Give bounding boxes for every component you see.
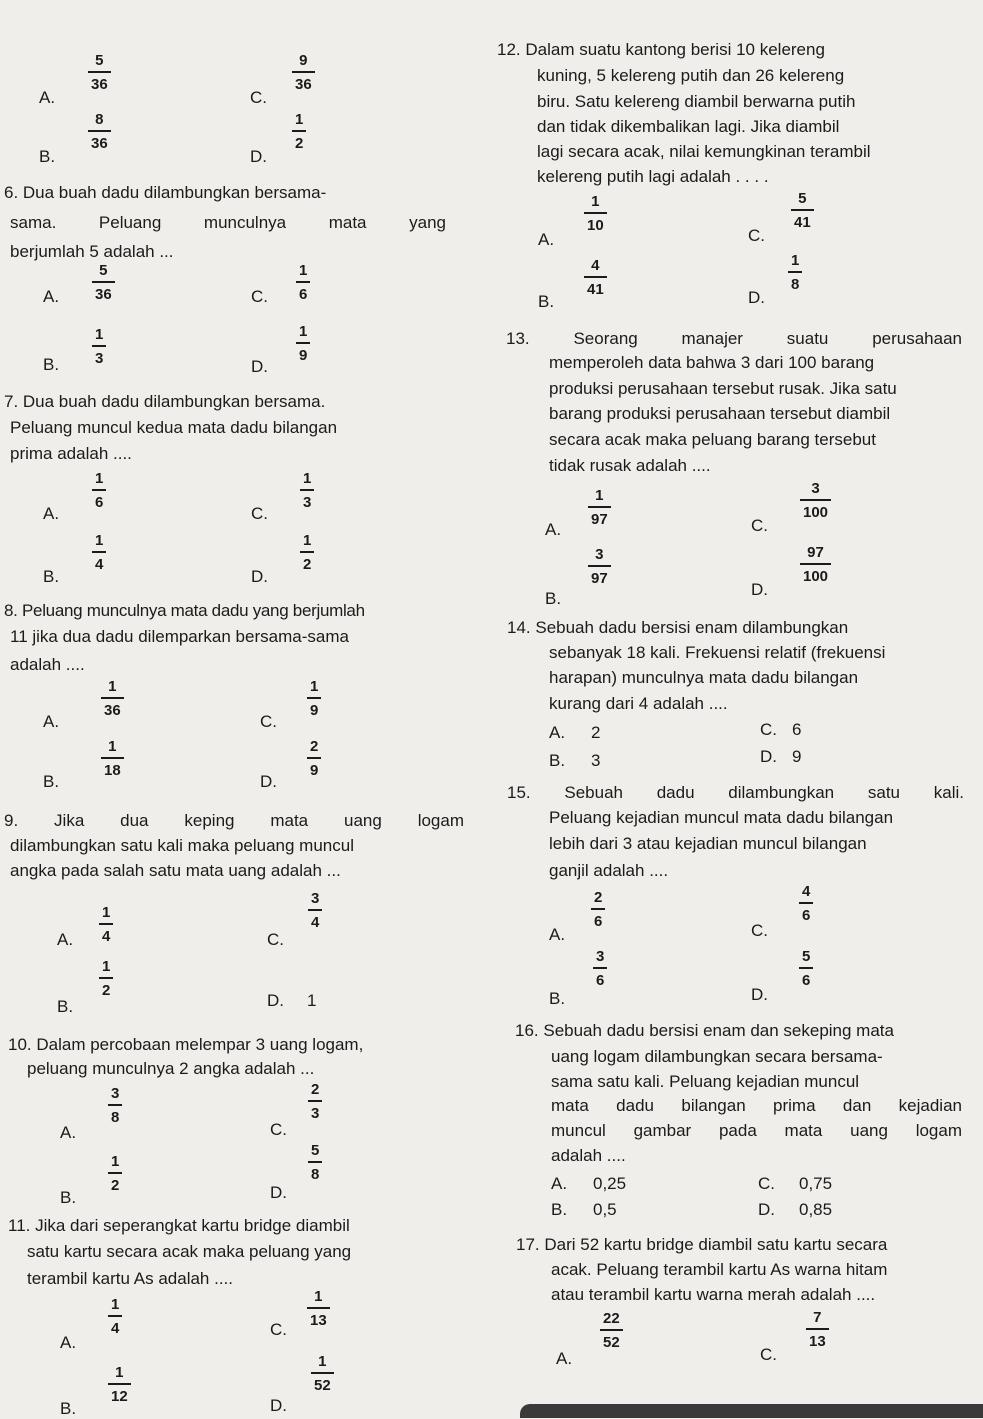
bottom-shadow-band	[520, 1404, 983, 1418]
q14-option-a-label[interactable]: A.	[549, 723, 566, 742]
q13-option-a-label[interactable]: A.	[545, 520, 562, 539]
q13-option-d-label[interactable]: D.	[751, 580, 768, 599]
q13-option-c-fraction: 3 100	[800, 480, 831, 521]
q13-text-line: 13. Seorang manajer suatu perusahaan	[506, 329, 962, 348]
q14-text-line: sebanyak 18 kali. Frekuensi relatif (frekuensi	[549, 643, 886, 662]
q12-option-b-fraction: 4 41	[584, 257, 607, 298]
q16-text-line: sama satu kali. Peluang kejadian muncul	[551, 1072, 860, 1091]
q12-text-line: kuning, 5 kelereng putih dan 26 kelereng	[537, 66, 845, 85]
q6-option-b-fraction: 1 3	[92, 326, 106, 367]
q9-option-d-label[interactable]: D.	[267, 991, 284, 1010]
q9-option-c-fraction: 3 4	[308, 890, 322, 931]
q12-option-b-label[interactable]: B.	[538, 292, 555, 311]
q6-text-line: 6. Dua buah dadu dilambungkan bersama-	[4, 183, 327, 202]
q14-option-d-value: 9	[792, 747, 802, 766]
q9-option-c-label[interactable]: C.	[267, 930, 284, 949]
q12-text-line: 12. Dalam suatu kantong berisi 10 kelereng	[497, 40, 825, 59]
q8-text-line: adalah ....	[10, 655, 85, 674]
q11-option-d-label[interactable]: D.	[270, 1396, 287, 1415]
q16-text-line: muncul gambar pada mata uang logam	[551, 1121, 962, 1140]
q15-option-b-label[interactable]: B.	[549, 989, 566, 1008]
q9-option-a-fraction: 1 4	[99, 904, 113, 945]
q9-option-b-fraction: 1 2	[99, 958, 113, 999]
q7-text-line: 7. Dua buah dadu dilambungkan bersama.	[4, 392, 326, 411]
q5-option-b-label[interactable]: B.	[39, 147, 56, 166]
q10-option-c-fraction: 2 3	[308, 1081, 322, 1122]
q16-option-c-label[interactable]: C.	[758, 1174, 775, 1193]
q8-option-d-fraction: 2 9	[307, 738, 321, 779]
q5-option-c-label[interactable]: C.	[250, 88, 267, 107]
q15-option-d-label[interactable]: D.	[751, 985, 768, 1004]
q9-text-line: 9. Jika dua keping mata uang logam	[4, 811, 464, 830]
q14-text-line: kurang dari 4 adalah ....	[549, 694, 728, 713]
q16-option-a-value: 0,25	[593, 1174, 627, 1193]
q11-option-c-fraction: 1 13	[307, 1288, 330, 1329]
q6-text-line: berjumlah 5 adalah ...	[10, 242, 174, 261]
q8-text-line: 11 jika dua dadu dilemparkan bersama-sama	[10, 627, 349, 646]
q7-option-a-fraction: 1 6	[92, 470, 106, 511]
q16-option-d-value: 0,85	[799, 1200, 833, 1219]
q16-option-b-label[interactable]: B.	[551, 1200, 568, 1219]
q7-option-a-label[interactable]: A.	[43, 504, 60, 523]
q14-text-line: harapan) munculnya mata dadu bilangan	[549, 668, 859, 687]
q6-option-d-label[interactable]: D.	[251, 357, 268, 376]
q17-option-a-label[interactable]: A.	[556, 1349, 573, 1368]
q16-text-line: adalah ....	[551, 1146, 626, 1165]
q9-option-a-label[interactable]: A.	[57, 930, 74, 949]
q17-option-c-label[interactable]: C.	[760, 1345, 777, 1364]
q16-option-d-label[interactable]: D.	[758, 1200, 775, 1219]
q10-option-c-label[interactable]: C.	[270, 1120, 287, 1139]
q12-text-line: biru. Satu kelereng diambil berwarna putih	[537, 92, 856, 111]
q17-option-a-fraction: 22 52	[600, 1310, 623, 1351]
q8-option-b-fraction: 1 18	[101, 738, 124, 779]
q10-option-a-label[interactable]: A.	[60, 1123, 77, 1142]
q8-text-line: 8. Peluang munculnya mata dadu yang berjumlah	[4, 601, 365, 620]
q13-text-line: tidak rusak adalah ....	[549, 456, 711, 475]
q11-option-a-label[interactable]: A.	[60, 1333, 77, 1352]
q17-text-line: atau terambil kartu warna merah adalah ....	[551, 1285, 876, 1304]
q16-text-line: mata dadu bilangan prima dan kejadian	[551, 1096, 962, 1115]
q13-option-c-label[interactable]: C.	[751, 516, 768, 535]
q14-option-d-label[interactable]: D.	[760, 747, 777, 766]
q10-option-a-fraction: 3 8	[108, 1085, 122, 1126]
q11-text-line: satu kartu secara acak maka peluang yang	[27, 1242, 352, 1261]
q6-option-c-label[interactable]: C.	[251, 287, 268, 306]
q11-text-line: 11. Jika dari seperangkat kartu bridge diambil	[8, 1216, 350, 1235]
q12-option-a-fraction: 1 10	[584, 193, 607, 234]
q14-option-c-value: 6	[792, 720, 802, 739]
q12-text-line: kelereng putih lagi adalah . . . .	[537, 167, 769, 186]
q11-option-d-fraction: 1 52	[311, 1353, 334, 1394]
q15-option-d-fraction: 5 6	[799, 948, 813, 989]
q15-option-a-label[interactable]: A.	[549, 925, 566, 944]
q7-option-d-fraction: 1 2	[300, 532, 314, 573]
q6-option-a-fraction: 5 36	[92, 262, 115, 303]
q12-option-d-fraction: 1 8	[788, 252, 802, 293]
q9-option-d-value: 1	[307, 991, 317, 1010]
q9-text-line: dilambungkan satu kali maka peluang muncul	[10, 836, 354, 855]
q13-text-line: produksi perusahaan tersebut rusak. Jika satu	[549, 379, 897, 398]
q9-text-line: angka pada salah satu mata uang adalah ...	[10, 861, 341, 880]
q17-text-line: 17. Dari 52 kartu bridge diambil satu kartu secara	[516, 1235, 888, 1254]
q10-option-b-label[interactable]: B.	[60, 1188, 77, 1207]
q7-text-line: prima adalah ....	[10, 444, 132, 463]
q6-option-b-label[interactable]: B.	[43, 355, 60, 374]
q12-text-line: dan tidak dikembalikan lagi. Jika diambil	[537, 117, 840, 136]
q16-option-c-value: 0,75	[799, 1174, 833, 1193]
q14-option-c-label[interactable]: C.	[760, 720, 777, 739]
q7-option-b-fraction: 1 4	[92, 532, 106, 573]
q15-option-a-fraction: 2 6	[591, 889, 605, 930]
q8-option-b-label[interactable]: B.	[43, 772, 60, 791]
q7-option-d-label[interactable]: D.	[251, 567, 268, 586]
q11-option-b-label[interactable]: B.	[60, 1399, 77, 1418]
q13-text-line: barang produksi perusahaan tersebut diambil	[549, 404, 891, 423]
q10-option-b-fraction: 1 2	[108, 1153, 122, 1194]
q11-option-a-fraction: 1 4	[108, 1296, 122, 1337]
q7-option-c-label[interactable]: C.	[251, 504, 268, 523]
q5-option-a-label[interactable]: A.	[39, 88, 56, 107]
q15-text-line: Peluang kejadian muncul mata dadu bilangan	[549, 808, 894, 827]
q10-text-line: peluang munculnya 2 angka adalah ...	[27, 1059, 315, 1078]
q7-option-b-label[interactable]: B.	[43, 567, 60, 586]
q13-option-b-fraction: 3 97	[588, 546, 611, 587]
q8-option-a-label[interactable]: A.	[43, 712, 60, 731]
q13-option-b-label[interactable]: B.	[545, 589, 562, 608]
q6-option-a-label[interactable]: A.	[43, 287, 60, 306]
q8-option-c-fraction: 1 9	[307, 678, 321, 719]
q12-option-c-label[interactable]: C.	[748, 226, 765, 245]
q5-option-d-label[interactable]: D.	[250, 147, 267, 166]
q11-option-b-fraction: 1 12	[108, 1364, 131, 1405]
q9-option-b-label[interactable]: B.	[57, 997, 74, 1016]
q17-option-c-fraction: 7 13	[806, 1309, 829, 1350]
q15-text-line: lebih dari 3 atau kejadian muncul bilangan	[549, 834, 867, 853]
q5-option-c-fraction: 9 36	[292, 52, 315, 93]
q17-text-line: acak. Peluang terambil kartu As warna hitam	[551, 1260, 888, 1279]
q12-option-d-label[interactable]: D.	[748, 288, 765, 307]
q15-option-c-fraction: 4 6	[799, 883, 813, 924]
q8-option-c-label[interactable]: C.	[260, 712, 277, 731]
q8-option-d-label[interactable]: D.	[260, 772, 277, 791]
q13-option-a-fraction: 1 97	[588, 487, 611, 528]
q10-option-d-fraction: 5 8	[308, 1142, 322, 1183]
q5-option-a-fraction: 5 36	[88, 52, 111, 93]
q5-option-b-fraction: 8 36	[88, 111, 111, 152]
q11-text-line: terambil kartu As adalah ....	[27, 1269, 233, 1288]
q13-option-d-fraction: 97 100	[800, 544, 831, 585]
q7-option-c-fraction: 1 3	[300, 470, 314, 511]
q11-option-c-label[interactable]: C.	[270, 1320, 287, 1339]
q15-text-line: ganjil adalah ....	[549, 861, 669, 880]
q15-option-c-label[interactable]: C.	[751, 921, 768, 940]
q7-text-line: Peluang muncul kedua mata dadu bilangan	[10, 418, 338, 437]
q12-text-line: lagi secara acak, nilai kemungkinan terambil	[537, 142, 871, 161]
q13-text-line: memperoleh data bahwa 3 dari 100 barang	[549, 353, 875, 372]
q14-option-b-value: 3	[591, 751, 601, 770]
q8-option-a-fraction: 1 36	[101, 678, 124, 719]
q12-option-c-fraction: 5 41	[791, 190, 814, 231]
q14-option-a-value: 2	[591, 723, 601, 742]
q14-text-line: 14. Sebuah dadu bersisi enam dilambungkan	[507, 618, 849, 637]
q13-text-line: secara acak maka peluang barang tersebut	[549, 430, 876, 449]
q5-option-d-fraction: 1 2	[292, 111, 306, 152]
q10-option-d-label[interactable]: D.	[270, 1183, 287, 1202]
q10-text-line: 10. Dalam percobaan melempar 3 uang logam,	[8, 1035, 364, 1054]
q15-option-b-fraction: 3 6	[593, 948, 607, 989]
q14-option-b-label[interactable]: B.	[549, 751, 566, 770]
q16-option-b-value: 0,5	[593, 1200, 617, 1219]
q16-text-line: 16. Sebuah dadu bersisi enam dan sekeping mata	[515, 1021, 894, 1040]
q12-option-a-label[interactable]: A.	[538, 230, 555, 249]
q16-option-a-label[interactable]: A.	[551, 1174, 568, 1193]
q6-text-line: sama. Peluang munculnya mata yang	[10, 213, 446, 232]
q6-option-c-fraction: 1 6	[296, 262, 310, 303]
q16-text-line: uang logam dilambungkan secara bersama-	[551, 1047, 883, 1066]
q6-option-d-fraction: 1 9	[296, 323, 310, 364]
q15-text-line: 15. Sebuah dadu dilambungkan satu kali.	[507, 783, 964, 802]
